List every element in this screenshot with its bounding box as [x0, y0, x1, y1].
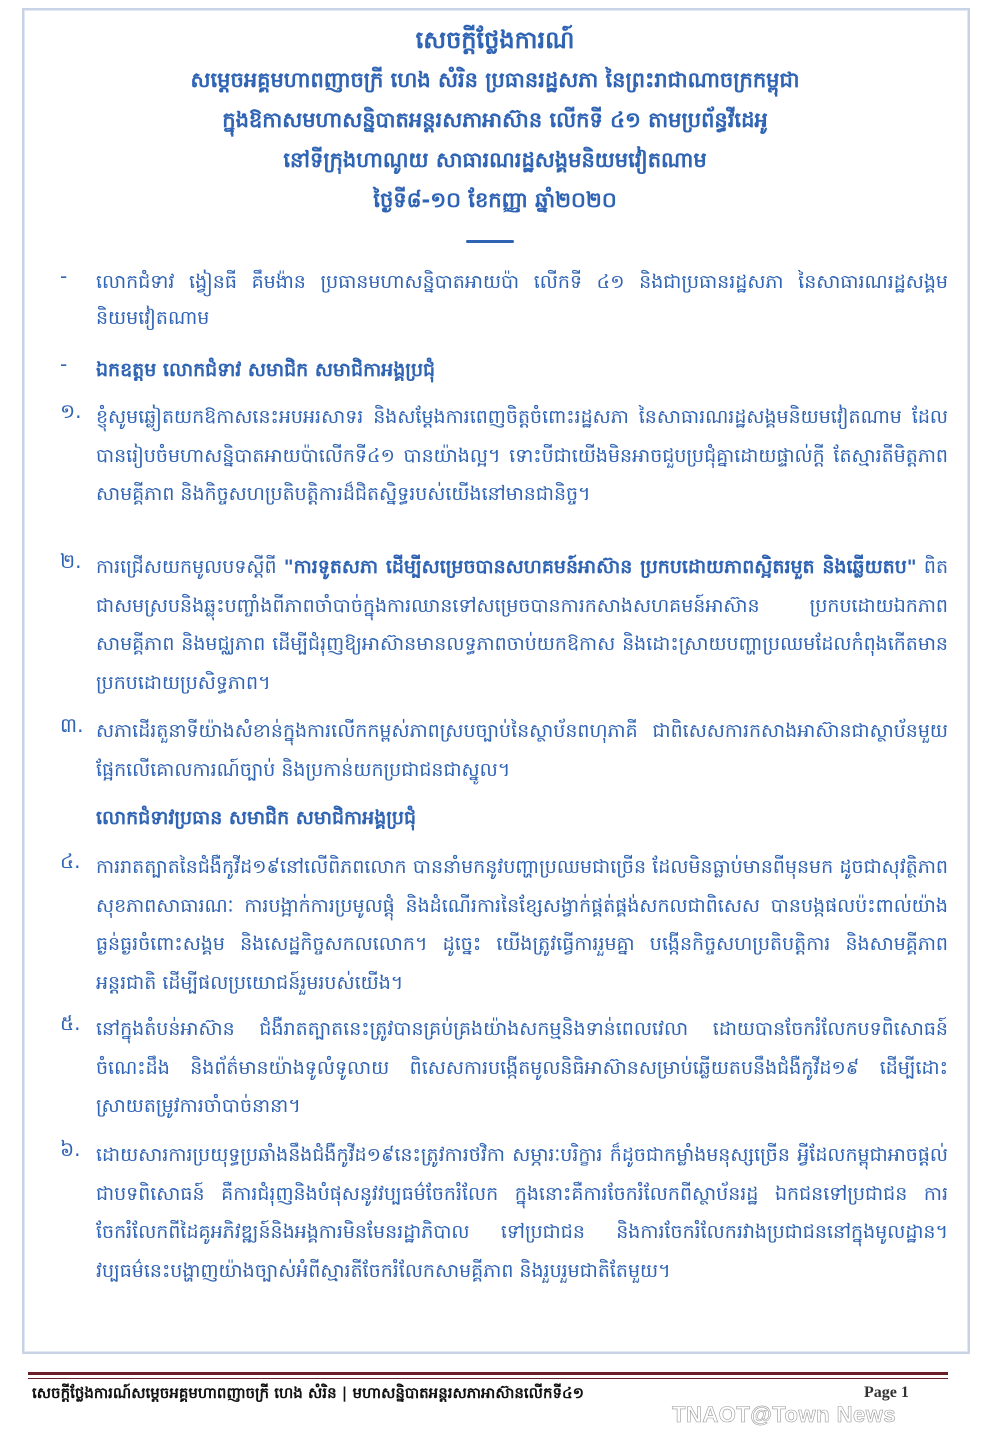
document-header — [40, 20, 950, 220]
header-date: ថ្ងៃទី៨-១០ ខែកញ្ញា ឆ្នាំ២០២០ — [373, 188, 617, 212]
paragraph-3 — [60, 712, 948, 789]
bullet-marker: - — [60, 264, 68, 288]
header-divider — [466, 240, 514, 243]
paragraph-4-text: ការរាតត្បាតនៃជំងឺកូវីដ១៩នៅលើពិភពលោក បាននាំមកនូវបញ្ហាប្រឈមជាច្រើន ដែលមិនធ្លាប់មានពីមុនមក ដូចជាសុវត្ថិភាពសុខភាពសាធារណៈ ការបង្អាក់ការប្រមូលផ្តុំ និងដំណើរការនៃខ្សែសង្វាក់ផ្គត់ផ្គង់សកលជាពិសេស បានបង្កផលប៉ះពាល់យ៉ាងធ្ងន់ធ្ងរចំពោះសង្គម និងសេដ្ឋកិច្ចសកលលោក។ ដូច្នេះ យើងត្រូវធ្វើការរួមគ្នា បង្កើនកិច្ចសហប្រតិបត្តិការ និងសាមគ្គីភាពអន្តរជាតិ ដើម្បីផលប្រយោជន៍រួមរបស់យើង។ — [96, 856, 948, 994]
page-number: Page 1 — [864, 1384, 909, 1401]
paragraph-5 — [60, 1010, 948, 1126]
header-line-1: សម្តេចអគ្គមហាពញាចក្រី ហេង សំរិន ប្រធានរដ្ឋសភា នៃព្រះរាជាណាចក្រកម្ពុជា — [190, 68, 800, 92]
watermark: TNAOT@Town News — [672, 1402, 897, 1427]
bullet-marker: - — [60, 352, 68, 376]
bullet-1 — [60, 264, 948, 336]
paragraph-number: ២. — [60, 549, 82, 573]
paragraph-5-text: នៅក្នុងតំបន់អាស៊ាន ជំងឺរាតត្បាតនេះត្រូវបានគ្រប់គ្រងយ៉ាងសកម្មនិងទាន់ពេលវេលា ដោយបានចែករំលែកបទពិសោធន៍ ចំណេះដឹង និងព័ត៌មានយ៉ាងទូលំទូលាយ ពិសេសការបង្កើតមូលនិធិអាស៊ានសម្រាប់ឆ្លើយតបនឹងជំងឺកូវីដ១៩ ដើម្បីដោះស្រាយតម្រូវការចាំបាច់នានា។ — [96, 1018, 948, 1117]
paragraph-2-lead: ការជ្រើសយកមូលបទស្តីពី — [96, 556, 284, 578]
paragraph-2-text — [96, 548, 948, 702]
paragraph-number: ៣. — [60, 713, 84, 737]
paragraph-4 — [60, 848, 948, 1002]
theme-title: "ការទូតសភា ដើម្បីសម្រេចបានសហគមន៍អាស៊ាន ប្រកបដោយភាពស្អិតរមួត និងឆ្លើយតប" — [283, 556, 917, 578]
bullet-2 — [60, 352, 948, 388]
paragraph-1 — [60, 398, 948, 514]
header-line-2: ក្នុងឱកាសមហាសន្និបាតអន្តរសភាអាស៊ាន លើកទី ៤១ តាមប្រព័ន្ធវីដេអូ — [222, 108, 768, 132]
footer-rule — [28, 1372, 948, 1375]
salutation-text: លោកជំទាវប្រធាន សមាជិក សមាជិកាអង្គប្រជុំ — [96, 807, 417, 829]
paragraph-number: ៦. — [60, 1137, 81, 1161]
paragraph-3-text: សភាដើរតួនាទីយ៉ាងសំខាន់ក្នុងការលើកកម្ពស់ភាពស្របច្បាប់នៃស្ថាប័នពហុភាគី ជាពិសេសការកសាងអាស៊ានជាស្ថាប័នមួយផ្អែកលើគោលការណ៍ច្បាប់ និងប្រកាន់យកប្រជាជនជាស្នូល។ — [96, 720, 948, 781]
paragraph-2 — [60, 548, 948, 702]
header-line-3: នៅទីក្រុងហាណូយ សាធារណរដ្ឋសង្គមនិយមវៀតណាម — [283, 148, 707, 172]
paragraph-number: ១. — [60, 399, 82, 423]
salutation — [60, 800, 948, 836]
bullet-1-text: លោកជំទាវ ង្វៀនធី គឹមង៉ាន ប្រធានមហាសន្និបាតអាយប៉ា លើកទី ៤១ និងជាប្រធានរដ្ឋសភា នៃសាធារណរដ្ឋសង្គមនិយមវៀតណាម — [96, 271, 948, 329]
paragraph-number: ៤. — [60, 849, 81, 873]
bullet-2-text: ឯកឧត្តម លោកជំទាវ សមាជិក សមាជិកាអង្គប្រជុំ — [96, 359, 436, 381]
footer-caption: សេចក្តីថ្លែងការណ៍សម្តេចអគ្គមហាពញាចក្រី ហេង សំរិន | មហាសន្និបាតអន្តរសភាអាស៊ានលើកទី៤១ — [32, 1384, 584, 1402]
paragraph-1-text: ខ្ញុំសូមឆ្លៀតយកឱកាសនេះអបអរសាទរ និងសម្តែងការពេញចិត្តចំពោះរដ្ឋសភា នៃសាធារណរដ្ឋសង្គមនិយមវៀតណាម ដែលបានរៀបចំមហាសន្និបាតអាយប៉ាលើកទី៤១ បានយ៉ាងល្អ។ ទោះបីជាយើងមិនអាចជួបប្រជុំគ្នាដោយផ្ទាល់ក្តី តែស្មារតីមិត្តភាព សាមគ្គីភាព និងកិច្ចសហប្រតិបត្តិការដ៏ជិតស្និទ្ធរបស់យើងនៅមានជានិច្ច។ — [96, 406, 948, 505]
footer-rule-thin — [28, 1378, 948, 1379]
paragraph-2-rest: ពិតជាសមស្របនិងឆ្លុះបញ្ចាំងពីភាពចាំបាច់ក្នុងការឈានទៅសម្រេចបានការកសាងសហគមន៍អាស៊ាន ប្រកបដោយឯកភាព សាមគ្គីភាព និងមជ្ឈភាព ដើម្បីជំរុញឱ្យអាស៊ានមានលទ្ធភាពចាប់យកឱកាស និងដោះស្រាយបញ្ហាប្រឈមដែលកំពុងកើតមានប្រកបដោយប្រសិទ្ធភាព។ — [96, 556, 948, 694]
paragraph-6-text: ដោយសារការប្រយុទ្ធប្រឆាំងនឹងជំងឺកូវីដ១៩នេះត្រូវការថវិកា សម្ភារៈបរិក្ខារ ក៏ដូចជាកម្លាំងមនុស្សច្រើន អ្វីដែលកម្ពុជាអាចផ្តល់ជាបទពិសោធន៍ គឺការជំរុញនិងបំផុសនូវវប្បធម៌ចែករំលែក ក្នុងនោះគឺការចែករំលែកពីស្ថាប័នរដ្ឋ ឯកជនទៅប្រជាជន ការចែករំលែកពីដៃគូអភិវឌ្ឍន៍និងអង្គការមិនមែនរដ្ឋាភិបាល ទៅប្រជាជន និងការចែករំលែករវាងប្រជាជននៅក្នុងមូលដ្ឋាន។ វប្បធម៌នេះបង្ហាញយ៉ាងច្បាស់អំពីស្មារតីចែករំលែកសាមគ្គីភាព និងរួបរួមជាតិតែមួយ។ — [96, 1144, 948, 1282]
paragraph-6 — [60, 1136, 948, 1290]
paragraph-number: ៥. — [60, 1011, 81, 1035]
document-title: សេចក្តីថ្លែងការណ៍ — [415, 26, 575, 54]
